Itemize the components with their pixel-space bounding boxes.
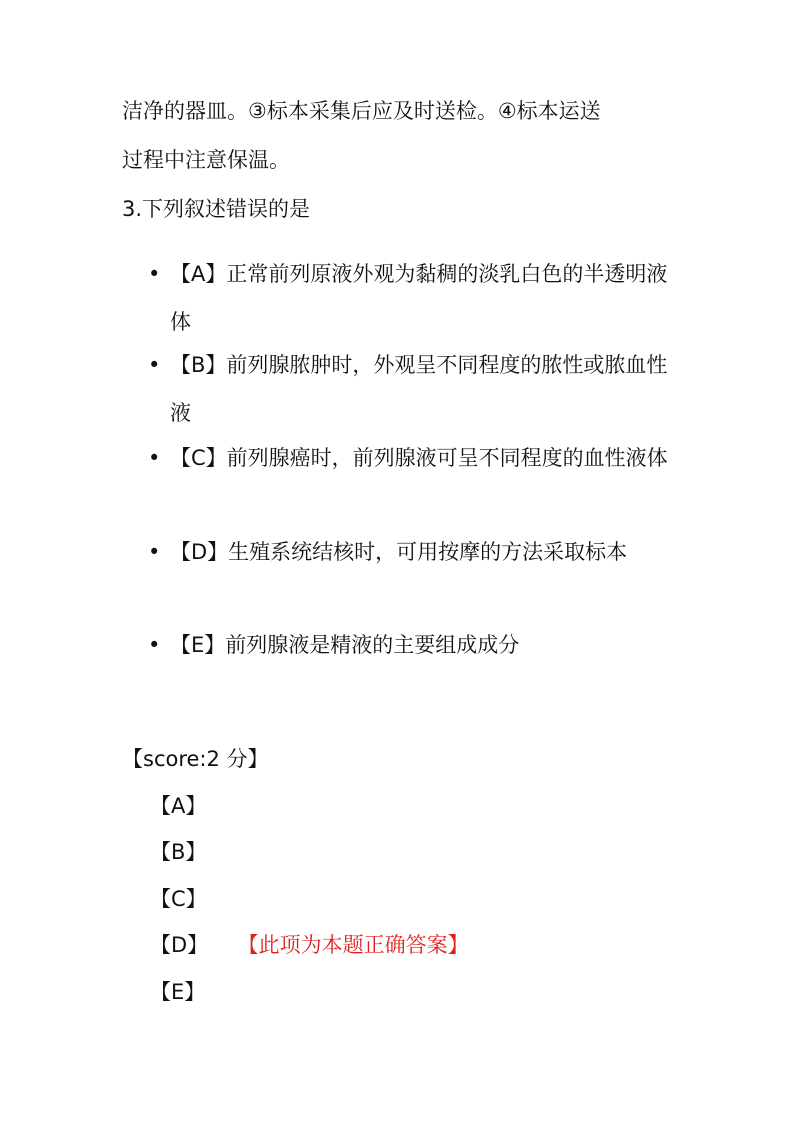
- passage-line-2: 过程中注意保温。: [122, 148, 290, 172]
- answer-choice-c: 【C】: [150, 887, 207, 911]
- option-c: [148, 434, 688, 482]
- answer-row-d: [150, 931, 469, 959]
- correct-answer-note: 【此项为本题正确答案】: [248, 933, 469, 957]
- bullet-icon: •: [148, 540, 161, 564]
- bullet-icon: •: [148, 633, 161, 657]
- passage-line-1: 洁净的器皿。③标本采集后应及时送检。④标本运送: [122, 99, 601, 123]
- answer-choice-d: 【D】: [150, 933, 209, 957]
- bullet-icon: •: [148, 446, 161, 470]
- bullet-icon: •: [148, 262, 161, 286]
- option-d: [148, 528, 688, 576]
- answer-choice-a: 【A】: [150, 794, 207, 818]
- option-e-text: 【E】前列腺液是精液的主要组成成分: [170, 633, 520, 657]
- option-c-text: 【C】前列腺癌时，前列腺液可呈不同程度的血性液体: [170, 446, 668, 470]
- option-d-text: 【D】生殖系统结核时，可用按摩的方法采取标本: [170, 540, 628, 564]
- option-a: [148, 250, 688, 346]
- bullet-icon: •: [148, 353, 161, 377]
- option-e: [148, 621, 688, 669]
- option-a-text: 【A】正常前列原液外观为黏稠的淡乳白色的半透明液体: [170, 262, 668, 334]
- score-label: 【score:2 分】: [122, 747, 269, 771]
- option-b-text: 【B】前列腺脓肿时，外观呈不同程度的脓性或脓血性液: [170, 353, 668, 425]
- option-b: [148, 341, 688, 437]
- answer-choice-b: 【B】: [150, 840, 207, 864]
- question-title: 3.下列叙述错误的是: [122, 197, 311, 221]
- answer-choice-e: 【E】: [150, 980, 206, 1004]
